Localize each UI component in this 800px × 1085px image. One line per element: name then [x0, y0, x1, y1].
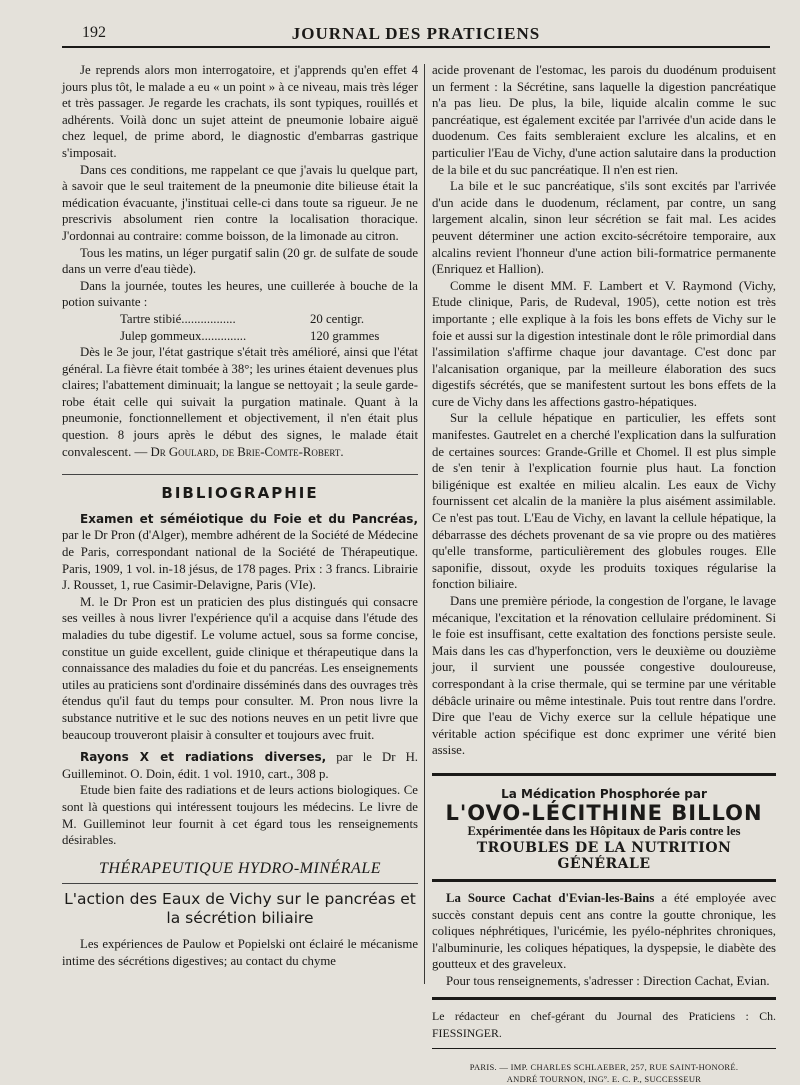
- drug-dose: 20 centigr.: [310, 311, 365, 326]
- article-title: L'action des Eaux de Vichy sur le pancréas et la sécrétion biliaire: [62, 883, 418, 928]
- bibliography-title: BIBLIOGRAPHIE: [161, 484, 319, 503]
- cachat-contact: Pour tous renseignements, s'adresser : Direction Cachat, Evian.: [446, 973, 770, 988]
- article-paragraph-2: acide provenant de l'estomac, les parois du duodénum produisent un ferment : la Sécrétine, sans laquelle la digestion pancréatique n'a pas lieu. De plus, la bile, liquide alcalin comme le suc pancréatique, est également excitée par l'arrivée d'un acide dans le duodenum. Ces faits sembleraient exclure les alcalins, et en particulier l'Eau de Vichy, d'une action salutaire dans la production de la bile et du suc pancréatique. Il n'en est rien.: [432, 63, 776, 177]
- case-paragraph-3: Tous les matins, un léger purgatif salin (20 gr. de sulfate de soude dans un verre d'eau tiède).: [62, 245, 418, 277]
- ad-indication: TROUBLES DE LA NUTRITION GÉNÉRALE: [432, 840, 776, 882]
- prescription-line: [120, 311, 418, 328]
- ad-tagline: Expérimentée dans les Hôpitaux de Paris contre les: [467, 824, 741, 839]
- book-reference: par le Dr H. Guilleminot. O. Doin, édit. 1 vol. 1910, cart., 308 p.: [62, 750, 419, 781]
- right-column: [432, 62, 776, 1085]
- book-entry-1: [62, 511, 418, 594]
- case-paragraph-5: [62, 344, 418, 460]
- hydro-section-heading: THÉRAPEUTIQUE HYDRO-MINÉRALE: [99, 859, 381, 877]
- prescription: [120, 311, 418, 344]
- case-paragraph-2: Dans ces conditions, me rappelant ce que j'avais lu quelque part, à savoir que le seul traitement de la pneumonie dite bilieuse était la médication évacuante, j'instituai celle-ci dans toute sa rigueur. Je ne prescrivis absolument rien contre la localisation thoracique. J'ordonnai au contraire: comme boisson, de la limonade au citron.: [62, 162, 418, 243]
- case-paragraph-1: Je reprends alors mon interrogatoire, et j'apprends qu'en effet 4 jours plus tôt, le malade a eu « un point » à ce niveau, mais très léger et très passager. Je regarde les crachats, ils sont typiques, rouillés et adhérents. Voilà donc un sujet atteint de pneumonie lobaire aiguë chez lequel, de prime abord, le diagnostic d'embarras gastrique s'imposait.: [62, 63, 418, 160]
- printer-line-2: ANDRÉ TOURNON, INGº. E. C. P., SUCCESSEUR: [506, 1073, 702, 1084]
- article-paragraph-1: Les expériences de Paulow et Popielski ont éclairé le mécanisme intime des sécrétions digestives; au contact du chyme: [62, 937, 418, 968]
- page-number: 192: [82, 24, 106, 41]
- book-entry-2: [62, 749, 418, 782]
- left-column: [62, 62, 418, 970]
- case-author: Dr Goulard, de Brie-Comte-Robert.: [150, 444, 344, 459]
- book-review-2: Etude bien faite des radiations et de leurs actions biologiques. Ce sont là questions qui intéressent toujours les médecins. Le livre de M. Guilleminot leur fournit à cet égard tous les renseignements désirables.: [62, 783, 418, 848]
- article-paragraph-4: Comme le disent MM. F. Lambert et V. Raymond (Vichy, Etude clinique, Paris, de Rudeval, 1905), cette notion est très importante ; elle explique à la fois les bons effets de Vichy sur le foie et aussi sur la digestion intestinale dont le rôle primordial dans l'assimilation s'affirme chaque jour davantage. C'est donc par l'alcanisation organique, par la meilleure élaboration des sucs digestifs sécrétés, que se manifestent surtout les bons effets de la cure de Vichy dans les affections gastro-hépatiques.: [432, 278, 776, 409]
- cachat-text: [432, 890, 776, 973]
- ad-brand: L'OVO-LÉCITHINE BILLON: [445, 800, 763, 825]
- bibliography-heading: [62, 474, 418, 503]
- cachat-advertisement: [432, 890, 776, 1001]
- page-header: [62, 22, 770, 48]
- journal-title: JOURNAL DES PRATICIENS: [291, 24, 541, 43]
- book-title: Rayons X et radiations diverses,: [80, 750, 327, 765]
- case-text: Dès le 3e jour, l'état gastrique s'était très amélioré, ainsi que l'état général. La fièvre était tombée à 38°; les urines étaient devenues plus claires; l'abattement diminuait; la langue se nettoyait ; la seule garde-robe était celle qui suivait la purgation matinale. Quant à la pneumonie, fonctionnellement et objectivement, il n'en était plus question. 8 jours après le début des signes, le malade était convalescent. —: [62, 345, 418, 459]
- book-reference: par le Dr Pron (d'Alger), membre adhérent de la Société de Médecine de Paris, correspondant national de la Société de Thérapeutique. Paris, 1909, 1 vol. in-18 jésus, de 178 pages. Prix : 3 francs. Librairie J. Rousset, 1, rue Casimir-Delavigne, Paris (VIe).: [62, 528, 418, 593]
- book-title: Examen et séméiotique du Foie et du Pancréas,: [80, 511, 418, 526]
- article-paragraph-6: Dans une première période, la congestion de l'organe, le lavage mécanique, l'excitation et la rénovation cellulaire prédominent. Si le foie est insuffisant, cette exaltation des fonctions persiste seule. Mais dans les cas d'hyperfonction, vers le deuxième ou douzième jour, il survient une poussée congestive douloureuse, correspondant à la crise thermale, qui se termine par une véritable débâcle urinaire ou même intestinale. Puis tout rentre dans l'ordre. Dire que l'eau de Vichy exerce sur la cellule hépatique une véritable action spécifique est donc exprimer une vérité bien assise.: [432, 594, 776, 758]
- printer-imprint: [432, 1061, 776, 1085]
- article-paragraph-3: La bile et le suc pancréatique, s'ils sont excités par l'arrivée d'un acide dans le duodenum, réclament, par contre, un sang largement alcalin, sinon leur sécrétion se fait mal. Les acides peuvent déterminer une action excito-sécrétoire temporaire, aux alcalins revient l'honneur d'une action bili-formatrice permanente (Enriquez et Hallion).: [432, 179, 776, 277]
- prescription-line: [120, 328, 418, 345]
- article-paragraph-5: Sur la cellule hépatique en particulier, les effets sont manifestes. Gautrelet en a cherché l'explication dans la sulfuration de certaines sources: Grande-Grille et Chomel. Il est plus simple de s'en tenir à l'explication fournie plus haut. La fonction biligénique est exaltée en milieu alcalin. Les eaux de Vichy fournissent cet alcalin de la manière la plus aisément assimilable. Ce n'est pas tout. L'Eau de Vichy, en lavant la cellule hépatique, la débarrasse des déchets provenant de sa vie propre ou des matières qu'elle transforme, particulièrement des globules rouges. Elle saponifie, dissout, oxyde les produits toxiques régularise la fonction biliaire.: [432, 411, 776, 592]
- printer-line-1: PARIS. — IMP. CHARLES SCHLAEBER, 257, RUE SAINT-HONORÉ.: [469, 1061, 739, 1072]
- editor-line: Le rédacteur en chef-gérant du Journal des Praticiens : Ch. FIESSINGER.: [432, 1008, 776, 1048]
- cachat-title: La Source Cachat d'Evian-les-Bains: [446, 890, 655, 905]
- case-paragraph-4: Dans la journée, toutes les heures, une cuillerée à bouche de la potion suivante :: [62, 278, 418, 310]
- book-review-1: M. le Dr Pron est un praticien des plus distingués qui consacre ses veilles à nous livrer l'expérience qu'il a acquise dans l'étude des maladies du tube digestif. Le volume actuel, sous sa forme concise, constitue un guide excellent, guide clinique et thérapeutique dans la connaissance des maladies du foie et du pancréas. Les enseignements utiles au praticiens sont d'ordinaire disséminés dans des ouvrages très étendus qu'il faut du temps pour consulter. M. Pron nous livre la substance nutritive et le suc des notions neuves en un petit livre que beaucoup trouveront plaisir à consulter et toujours avec fruit.: [62, 594, 418, 742]
- ad-subtitle: La Médication Phosphorée par: [501, 786, 707, 801]
- column-divider: [424, 64, 425, 984]
- drug-name: Julep gommeux..............: [120, 328, 247, 343]
- cachat-body: a été employée avec succès constant depuis cent ans contre la goutte chronique, les coliques néphrétiques, l'uricémie, les pyélo-néphrites chroniques, l'albuminurie, les coliques hépatiques, la dyspepsie, le diabète des goutteux et des graveleux.: [432, 890, 777, 972]
- drug-name: Tartre stibié.................: [120, 311, 236, 326]
- drug-dose: 120 grammes: [310, 328, 380, 343]
- ovo-lecithine-advertisement: [432, 773, 776, 882]
